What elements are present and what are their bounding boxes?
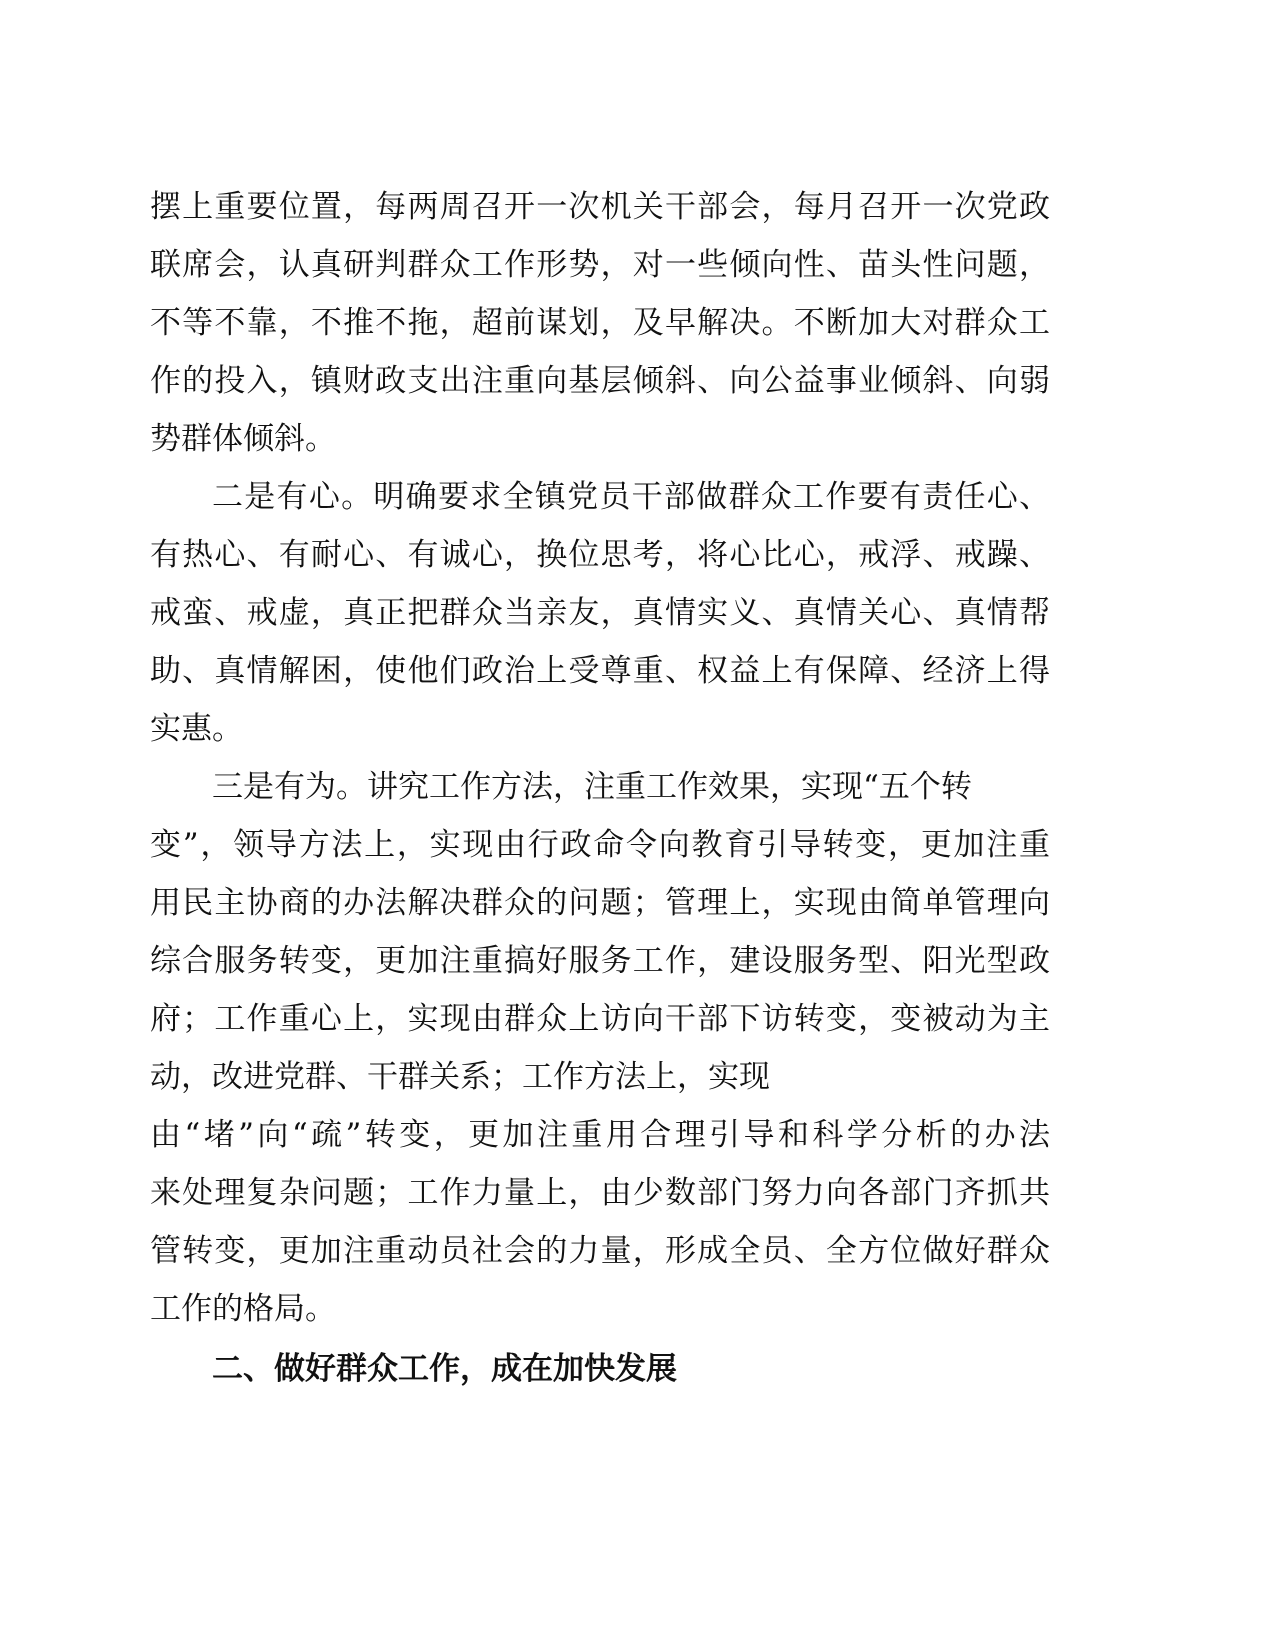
text-line: 工作的格局。 — [150, 1291, 336, 1327]
text-line: 动，改进党群、干群关系；工作方法上，实现 — [150, 1059, 770, 1095]
section-heading: 二、做好群众工作，成在加快发展 — [212, 1351, 677, 1387]
text-line: 有热心、有耐心、有诚心，换位思考，将心比心，戒浮、戒躁、 — [150, 537, 1050, 573]
text-line: 势群体倾斜。 — [150, 421, 336, 457]
text-line: 戒蛮、戒虚，真正把群众当亲友，真情实义、真情关心、真情帮 — [150, 595, 1050, 631]
text-line: 作的投入，镇财政支出注重向基层倾斜、向公益事业倾斜、向弱 — [150, 363, 1050, 399]
paragraph-2 — [150, 468, 1050, 758]
text-line: 联席会，认真研判群众工作形势，对一些倾向性、苗头性问题， — [150, 247, 1050, 283]
paragraph-1 — [150, 178, 1050, 468]
text-line: 用民主协商的办法解决群众的问题；管理上，实现由简单管理向 — [150, 885, 1050, 921]
text-line: 实惠。 — [150, 711, 243, 747]
text-line: 助、真情解困，使他们政治上受尊重、权益上有保障、经济上得 — [150, 653, 1050, 689]
text-line: 来处理复杂问题；工作力量上，由少数部门努力向各部门齐抓共 — [150, 1175, 1050, 1211]
text-line: 综合服务转变，更加注重搞好服务工作，建设服务型、阳光型政 — [150, 943, 1050, 979]
text-line: 二是有心。明确要求全镇党员干部做群众工作要有责任心、 — [212, 479, 1050, 515]
text-line: 摆上重要位置，每两周召开一次机关干部会，每月召开一次党政 — [150, 189, 1050, 225]
text-line: 由“堵”向“疏”转变，更加注重用合理引导和科学分析的办法 — [150, 1117, 1050, 1153]
paragraph-3 — [150, 758, 1050, 1338]
document-body — [150, 178, 1050, 1398]
text-line: 不等不靠，不推不拖，超前谋划，及早解决。不断加大对群众工 — [150, 305, 1050, 341]
text-line: 三是有为。讲究工作方法，注重工作效果，实现“五个转 — [212, 769, 972, 805]
text-line: 管转变，更加注重动员社会的力量，形成全员、全方位做好群众 — [150, 1233, 1050, 1269]
text-line: 变”，领导方法上，实现由行政命令向教育引导转变，更加注重 — [150, 827, 1050, 863]
text-line: 府；工作重心上，实现由群众上访向干部下访转变，变被动为主 — [150, 1001, 1050, 1037]
